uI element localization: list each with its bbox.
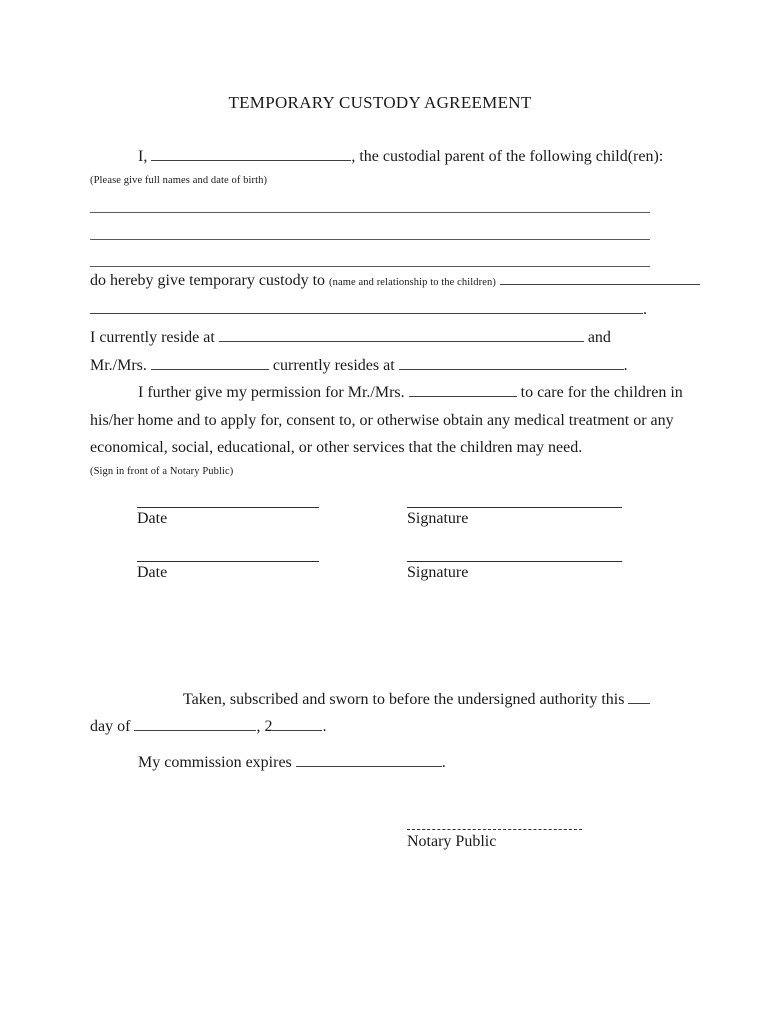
permission-tail-text: to care for the children in — [520, 384, 683, 401]
commission-line — [90, 749, 670, 777]
permission-line-3: economical, social, educational, or other services that the children may need. — [90, 439, 583, 456]
custodian-name-blank-3[interactable] — [409, 384, 517, 397]
sworn-statement-line-1 — [90, 686, 670, 714]
signature-row-2-labels — [137, 562, 670, 583]
residence-line-2 — [90, 352, 670, 380]
sworn-period-text: . — [322, 718, 327, 735]
document-title: TEMPORARY CUSTODY AGREEMENT — [228, 93, 532, 112]
permission-line-2: his/her home and to apply for, consent to, or otherwise obtain any medical treatment or any — [90, 411, 674, 429]
custody-period-text: . — [643, 301, 647, 318]
custodian-continuation-blank[interactable] — [90, 301, 643, 314]
signature-line-1[interactable] — [407, 497, 622, 508]
sworn-lead-text: Taken, subscribed and sworn to before the undersigned authority this — [183, 690, 625, 708]
signature-row-1-lines — [137, 497, 670, 508]
date-label: Date — [137, 563, 168, 581]
commission-expiry-blank[interactable] — [296, 754, 442, 767]
date-line-2[interactable] — [137, 551, 319, 562]
intro-lead-text: I, — [138, 148, 148, 165]
year-blank[interactable] — [272, 718, 322, 731]
residence-line-1 — [90, 324, 670, 352]
intro-line — [90, 143, 670, 170]
notary-line-wrap — [407, 819, 670, 830]
signature-label: Signature — [407, 509, 469, 527]
custody-continuation-line — [90, 296, 670, 324]
children-names-note: (Please give full names and date of birth) — [90, 175, 268, 186]
comma-two-text: , 2 — [256, 718, 273, 735]
custodial-parent-name-blank[interactable] — [151, 148, 351, 161]
date-label: Date — [137, 509, 168, 527]
custody-lead-text: do hereby give temporary custody to — [90, 272, 326, 289]
notary-public-label: Notary Public — [407, 833, 497, 850]
sworn-statement-line-2 — [90, 713, 670, 741]
reside-lead-text: I currently reside at — [90, 329, 215, 346]
signature-row-2-lines — [137, 551, 670, 562]
intro-tail-text: , the custodial parent of the following child(ren): — [351, 148, 664, 165]
signature-line-2[interactable] — [407, 551, 622, 562]
month-blank[interactable] — [134, 718, 256, 731]
custodian-name-blank-2[interactable] — [151, 357, 269, 370]
commission-period-text: . — [441, 753, 446, 771]
commission-lead-text: My commission expires — [138, 753, 292, 771]
permission-line-1 — [90, 379, 683, 407]
day-of-text: day of — [90, 718, 131, 735]
children-blank-line-1[interactable] — [90, 188, 650, 213]
children-blank-line-2[interactable] — [90, 213, 650, 240]
custodian-address-blank[interactable] — [399, 357, 624, 370]
permission-lead-text: I further give my permission for Mr./Mrs. — [138, 384, 405, 401]
signature-row-1-labels — [137, 508, 670, 529]
custodian-name-note: (name and relationship to the children) — [329, 277, 496, 288]
reside-tail-text: and — [587, 329, 611, 346]
residence-period-text: . — [623, 356, 628, 374]
notary-signature-block — [90, 819, 670, 854]
signature-label: Signature — [407, 563, 469, 581]
parent-address-blank[interactable] — [219, 329, 584, 342]
custody-clause-line — [90, 267, 670, 296]
day-number-blank[interactable] — [628, 691, 650, 704]
date-line-1[interactable] — [137, 497, 319, 508]
signature-row-1 — [90, 497, 670, 529]
children-blank-line-3[interactable] — [90, 240, 650, 267]
mrmrs-lead-text: Mr./Mrs. — [90, 356, 147, 374]
resides-mid-text: currently resides at — [272, 356, 395, 374]
notary-sign-note: (Sign in front of a Notary Public) — [90, 465, 234, 477]
custodian-name-blank[interactable] — [500, 272, 700, 285]
notary-signature-line[interactable] — [407, 819, 582, 830]
signature-row-2 — [90, 551, 670, 583]
